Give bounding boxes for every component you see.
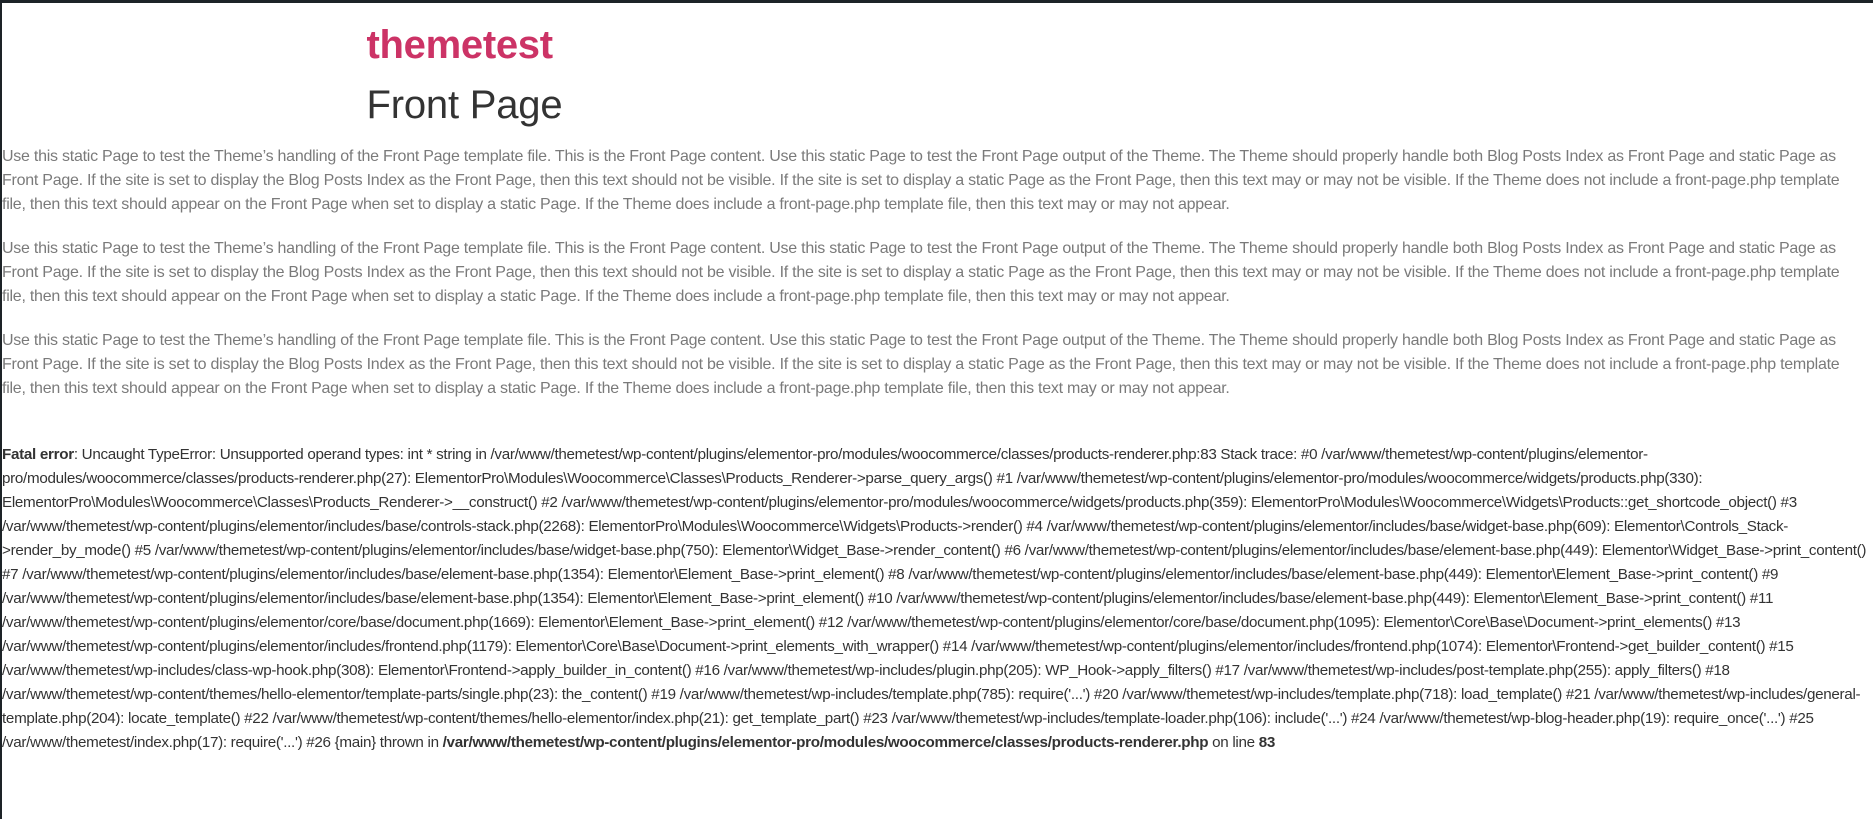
fatal-error-file: /var/www/themetest/wp-content/plugins/elementor-pro/modules/woocommerce/classes/products-renderer.php [442,734,1209,751]
fatal-error-line-number: 83 [1258,734,1275,751]
content-paragraph-3: Use this static Page to test the Theme’s handling of the Front Page template file. This is the Front Page content. Use this static Page to test the Front Page output of the Theme. The Theme should properly handle both Blog Posts Index as Front Page and static Page as Front Page. If the site is set to display the Blog Posts Index as the Front Page, then this text should not be visible. If the site is set to display a static Page as the Front Page, then this text may or may not be visible. If the Theme does not include a front-page.php template file, then this text should appear on the Front Page when set to display a static Page. If the Theme does include a front-page.php template file, then this text may or may not appear. [2,332,1840,397]
site-header [367,3,1507,69]
page-header [367,79,1507,131]
fatal-error-message: : Uncaught TypeError: Unsupported operand types: int * string in /var/www/themetest/wp-content/plugins/elementor-pro/modules/woocommerce/classes/products-renderer.php:83 Stack trace: #0 /var/www/themetest/wp-content/plugins/elementor-pro/modules/woocommerce/classes/products-renderer.php(27): ElementorPro\Modules\Woocommerce\Classes\Products_Renderer->parse_query_args() #1 /var/www/themetest/wp-content/plugins/elementor-pro/modules/woocommerce/widgets/products.php(330): ElementorPro\Modules\Woocommerce\Classes\Products_Renderer->__construct() #2 /var/www/themetest/wp-content/plugins/elementor-pro/modules/woocommerce/widgets/products.php(359): ElementorPro\Modules\Woocommerce\Widgets\Products::get_shortcode_object() #3 /var/www/themetest/wp-content/plugins/elementor/includes/base/controls-stack.php(2268): ElementorPro\Modules\Woocommerce\Widgets\Products->render() #4 /var/www/themetest/wp-content/plugins/elementor/includes/base/widget-base.php(609): Elementor\Controls_Stack->render_by_mode() #5 /var/www/themetest/wp-content/plugins/elementor/includes/base/widget-base.php(750): Elementor\Widget_Base->render_content() #6 /var/www/themetest/wp-content/plugins/elementor/includes/base/element-base.php(449): Elementor\Widget_Base->print_content() #7 /var/www/themetest/wp-content/plugins/elementor/includes/base/element-base.php(1354): Elementor\Element_Base->print_element() #8 /var/www/themetest/wp-content/plugins/elementor/includes/base/element-base.php(449): Elementor\Element_Base->print_content() #9 /var/www/themetest/wp-content/plugins/elementor/includes/base/element-base.php(1354): Elementor\Element_Base->print_element() #10 /var/www/themetest/wp-content/plugins/elementor/includes/base/element-base.php(449): Elementor\Element_Base->print_content() #11 /var/www/themetest/wp-content/plugins/elementor/core/base/document.php(1669): Elementor\Element_Base->print_element() #12 /var/www/themetest/wp-content/plugins/elementor/core/base/document.php(1095): Elementor\Core\Base\Document->print_elements() #13 /var/www/themetest/wp-content/plugins/elementor/includes/frontend.php(1179): Elementor\Core\Base\Document->print_elements_with_wrapper() #14 /var/www/themetest/wp-content/plugins/elementor/includes/frontend.php(1074): Elementor\Frontend->get_builder_content() #15 /var/www/themetest/wp-includes/class-wp-hook.php(308): Elementor\Frontend->apply_builder_in_content() #16 /var/www/themetest/wp-includes/plugin.php(205): WP_Hook->apply_filters() #17 /var/www/themetest/wp-includes/post-template.php(255): apply_filters() #18 /var/www/themetest/wp-content/themes/hello-elementor/template-parts/single.php(23): the_content() #19 /var/www/themetest/wp-includes/template.php(785): require('...') #20 /var/www/themetest/wp-includes/template.php(718): load_template() #21 /var/www/themetest/wp-includes/general-template.php(204): locate_template() #22 /var/www/themetest/wp-content/themes/hello-elementor/index.php(21): get_template_part() #23 /var/www/themetest/wp-includes/template-loader.php(106): include('...') #24 /var/www/themetest/wp-blog-header.php(19): require_once('...') #25 /var/www/themetest/index.php(17): require('...') #26 {main} thrown in [2,446,1867,751]
fatal-error-on-line-text: on line [1208,734,1259,751]
main-content [2,79,1873,755]
page-title: Front Page [366,83,563,127]
page-content [2,145,1873,401]
content-paragraph-1: Use this static Page to test the Theme’s handling of the Front Page template file. This is the Front Page content. Use this static Page to test the Front Page output of the Theme. The Theme should properly handle both Blog Posts Index as Front Page and static Page as Front Page. If the site is set to display the Blog Posts Index as the Front Page, then this text should not be visible. If the site is set to display a static Page as the Front Page, then this text may or may not be visible. If the Theme does not include a front-page.php template file, then this text should appear on the Front Page when set to display a static Page. If the Theme does include a front-page.php template file, then this text may or may not appear. [2,148,1840,213]
php-fatal-error [2,443,1873,755]
site-title-link[interactable]: themetest [366,23,553,67]
fatal-error-label: Fatal error [2,446,74,463]
content-paragraph-2: Use this static Page to test the Theme’s handling of the Front Page template file. This is the Front Page content. Use this static Page to test the Front Page output of the Theme. The Theme should properly handle both Blog Posts Index as Front Page and static Page as Front Page. If the site is set to display the Blog Posts Index as the Front Page, then this text should not be visible. If the site is set to display a static Page as the Front Page, then this text may or may not be visible. If the Theme does not include a front-page.php template file, then this text should appear on the Front Page when set to display a static Page. If the Theme does include a front-page.php template file, then this text may or may not appear. [2,240,1840,305]
